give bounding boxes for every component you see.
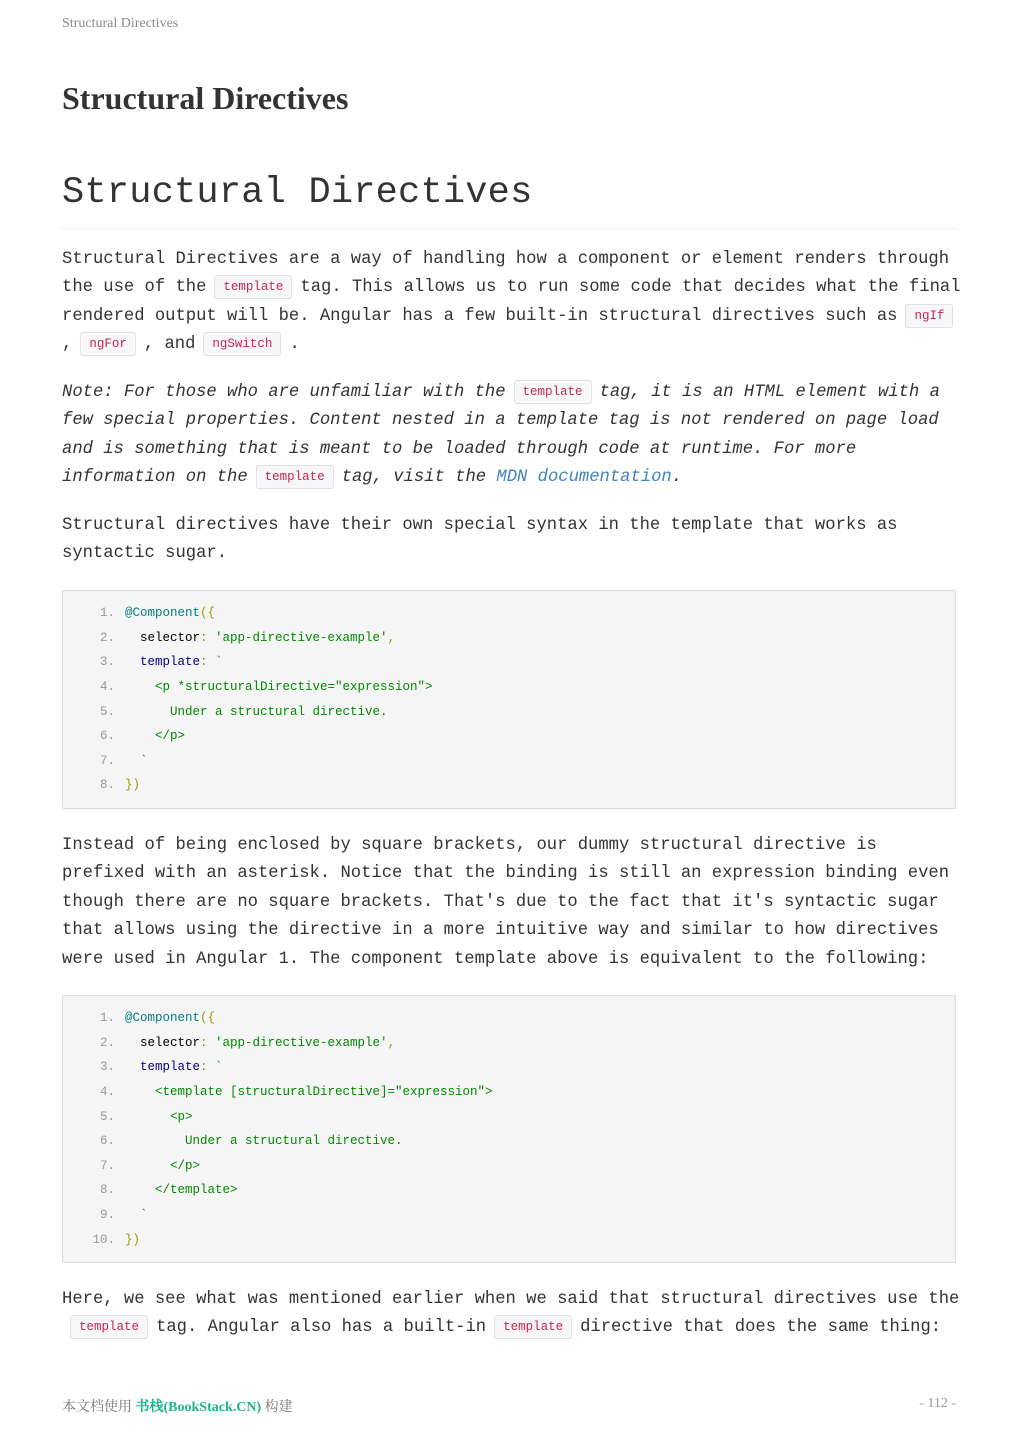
code-token: , xyxy=(387,1035,396,1050)
code-token: <p> xyxy=(125,1109,193,1124)
code-token: template xyxy=(125,655,201,670)
code-token: <p *structuralDirective="expression"> xyxy=(125,680,433,695)
line-number: 7. xyxy=(99,1158,115,1173)
line-number: 10. xyxy=(92,1232,115,1247)
line-number: 2. xyxy=(99,1035,115,1050)
line-number: 6. xyxy=(99,729,115,744)
code-token: Under a structural directive. xyxy=(125,704,388,719)
line-number: 7. xyxy=(99,753,115,768)
code-token: </p> xyxy=(125,1158,201,1173)
bookstack-link[interactable]: 书栈(BookStack.CN) xyxy=(135,1400,262,1415)
code-line xyxy=(63,724,955,749)
line-number: 2. xyxy=(99,630,115,645)
code-token: : xyxy=(200,1060,208,1075)
chapter-title: Structural Directives xyxy=(62,80,349,116)
closing-text-1: Here, we see what was mentioned earlier when we said that structural directives use the xyxy=(62,1290,960,1309)
code-line xyxy=(63,675,955,700)
code-line xyxy=(63,1055,955,1080)
syntax-paragraph: Structural directives have their own special syntax in the template that works as syntactic sugar. xyxy=(62,516,898,564)
code-token: , xyxy=(387,630,396,645)
line-number: 5. xyxy=(99,1109,115,1124)
intro-text-5: . xyxy=(289,335,300,355)
note-text-1: Note: For those who are unfamiliar with the xyxy=(62,383,506,402)
code-line xyxy=(63,650,955,675)
code-token: : xyxy=(200,1035,208,1050)
inline-code-ngfor: ngFor xyxy=(80,332,136,356)
inline-code-template: template xyxy=(214,275,292,299)
line-number: 8. xyxy=(99,1183,115,1198)
line-number: 1. xyxy=(99,606,115,621)
inline-code-ngswitch: ngSwitch xyxy=(203,332,281,356)
code-token: }) xyxy=(125,778,141,793)
mdn-documentation-link[interactable]: MDN documentation xyxy=(496,468,672,488)
line-number: 4. xyxy=(99,1085,115,1100)
code-token: 'app-directive-example' xyxy=(207,630,388,645)
code-line xyxy=(63,1203,955,1228)
code-token: }) xyxy=(125,1232,141,1247)
code-token: : xyxy=(200,630,208,645)
code-line xyxy=(63,1178,955,1203)
section-title: Structural Directives xyxy=(62,172,956,229)
inline-code-template: template xyxy=(70,1315,148,1339)
code-line xyxy=(63,773,955,798)
code-token: ` xyxy=(125,1208,148,1223)
code-token: </p> xyxy=(125,729,186,744)
code-token: selector xyxy=(125,1035,201,1050)
line-number: 4. xyxy=(99,680,115,695)
code-token: @Component xyxy=(125,1011,201,1026)
code-line xyxy=(63,601,955,626)
closing-text-2: tag. Angular also has a built-in xyxy=(156,1318,487,1338)
line-number: 3. xyxy=(99,655,115,670)
code-line xyxy=(63,1227,955,1252)
code-block-2 xyxy=(62,995,956,1263)
code-token: ` xyxy=(207,1060,223,1075)
code-line xyxy=(63,1129,955,1154)
note-text-3: tag, visit the xyxy=(341,468,487,488)
page-number: - 112 - xyxy=(919,1396,956,1411)
line-number: 9. xyxy=(99,1208,115,1223)
inline-code-template: template xyxy=(494,1315,572,1339)
code-line xyxy=(63,626,955,651)
code-token: </template> xyxy=(125,1183,238,1198)
inline-code-template: template xyxy=(256,465,334,489)
intro-text-1: Structural Directives are a way of handling how a component or element renders through the use of the xyxy=(62,250,950,298)
inline-code-ngif: ngIf xyxy=(905,304,953,328)
intro-text-4: , and xyxy=(143,335,196,355)
code-line xyxy=(63,1154,955,1179)
code-token: <template [structuralDirective]="expression"> xyxy=(125,1085,493,1100)
code-block-1 xyxy=(62,590,956,809)
code-token: ({ xyxy=(200,1011,216,1026)
code-line xyxy=(63,1006,955,1031)
code-token: Under a structural directive. xyxy=(125,1134,403,1149)
footer-credit xyxy=(62,1396,293,1416)
line-number: 6. xyxy=(99,1134,115,1149)
code-token: : xyxy=(200,655,208,670)
explanation-paragraph: Instead of being enclosed by square brackets, our dummy structural directive is prefixed with an asterisk. Notice that the binding is still an expression binding even though there are no square brackets. That's due to the fact that it's syntactic sugar that allows using the directive in a more intuitive way and similar to how directives were used in Angular 1. The component template above is equivalent to the following: xyxy=(62,836,950,969)
line-number: 5. xyxy=(99,704,115,719)
code-token: selector xyxy=(125,630,201,645)
line-number: 8. xyxy=(99,778,115,793)
code-token: 'app-directive-example' xyxy=(207,1035,388,1050)
closing-text-3: directive that does the same thing: xyxy=(580,1318,942,1338)
code-line xyxy=(63,1080,955,1105)
closing-paragraph xyxy=(62,1286,962,1343)
note-text-4: . xyxy=(671,468,683,488)
intro-text-3: , xyxy=(62,335,73,355)
code-token: ` xyxy=(207,655,223,670)
footer-suffix: 构建 xyxy=(264,1400,293,1415)
inline-code-template: template xyxy=(514,380,592,404)
code-line xyxy=(63,749,955,774)
footer-prefix: 本文档使用 xyxy=(62,1400,132,1415)
code-token: template xyxy=(125,1060,201,1075)
code-line xyxy=(63,699,955,724)
line-number: 1. xyxy=(99,1011,115,1026)
note-paragraph xyxy=(62,379,962,493)
code-line xyxy=(63,1104,955,1129)
code-token: ({ xyxy=(200,606,216,621)
running-header: Structural Directives xyxy=(62,16,179,31)
line-number: 3. xyxy=(99,1060,115,1075)
code-token: @Component xyxy=(125,606,201,621)
code-token: ` xyxy=(125,753,148,768)
note-text xyxy=(62,383,940,487)
code-line xyxy=(63,1031,955,1056)
note-text-2: tag, it is an HTML element with a few special properties. Content nested in a template tag is not rendered on page load and is something that is meant to be loaded through code at runtime. For more information on the xyxy=(62,383,940,488)
intro-text-2: tag. This allows us to run some code that decides what the final rendered output will be. Angular has a few built-in structural directives such as xyxy=(62,278,961,326)
intro-paragraph xyxy=(62,246,962,360)
